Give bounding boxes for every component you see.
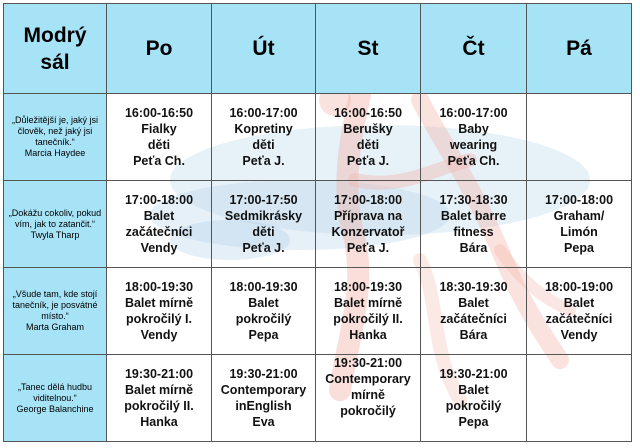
lesson-slot	[316, 181, 421, 268]
lesson-teacher: Hanka	[140, 415, 178, 429]
lesson-slot	[212, 268, 316, 355]
table-row	[4, 181, 632, 268]
quote-cell	[4, 94, 107, 181]
lesson-time: 18:00-19:30	[124, 280, 194, 294]
lesson-slot	[212, 355, 316, 442]
day-header-pa: Pá	[527, 4, 632, 94]
lesson-line: začátečníci	[545, 312, 613, 326]
lesson-line: mírně	[350, 388, 386, 402]
lesson-teacher: Vendy	[140, 241, 178, 255]
quote-author: Marcia Haydee	[24, 148, 86, 158]
lesson-line: Balet	[143, 209, 175, 223]
table-row	[4, 355, 632, 442]
lesson-time: 19:30-21:00	[124, 367, 194, 381]
quote-text: „Tanec dělá hudbu viditelnou.“	[17, 381, 93, 403]
lesson-line: Příprava na	[333, 209, 403, 223]
lesson-time: 16:00-17:00	[229, 106, 298, 120]
lesson-line: Balet	[248, 296, 279, 310]
lesson-slot	[107, 181, 212, 268]
hall-title-line1: Modrý	[23, 23, 87, 47]
day-header-ut: Út	[212, 4, 316, 94]
lesson-line: Baby	[458, 122, 489, 136]
lesson-teacher: Vendy	[560, 328, 598, 342]
lesson-line: Berušky	[343, 122, 393, 136]
lesson-line: Balet	[563, 296, 595, 310]
lesson-slot	[421, 94, 527, 181]
lesson-teacher: Pepa	[248, 328, 279, 342]
quote-cell	[4, 355, 107, 442]
lesson-time: 17:00-18:00	[544, 193, 614, 207]
lesson-teacher: Hanka	[349, 328, 387, 342]
lesson-line: Konzervatoř	[331, 225, 405, 239]
lesson-slot	[421, 355, 527, 442]
lesson-line: pokročilý	[445, 399, 502, 413]
lesson-line: začátečníci	[440, 312, 507, 326]
lesson-time: 17:30-18:30	[439, 193, 508, 207]
lesson-line: inEnglish	[235, 399, 292, 413]
lesson-time: 18:00-19:00	[544, 280, 614, 294]
lesson-line: Balet	[458, 296, 489, 310]
lesson-teacher: Peťa J.	[242, 154, 285, 168]
empty-slot	[527, 94, 632, 181]
lesson-line: děti	[147, 138, 171, 152]
quote-author: Marta Graham	[25, 322, 85, 332]
day-header-st: St	[316, 4, 421, 94]
lesson-time: 19:30-21:00	[333, 356, 403, 370]
lesson-line: Balet	[458, 383, 489, 397]
lesson-line: děti	[252, 225, 275, 239]
hall-title	[4, 4, 107, 94]
quote-cell	[4, 181, 107, 268]
lesson-line: fitness	[453, 225, 494, 239]
table-row	[4, 94, 632, 181]
lesson-time: 17:00-18:00	[124, 193, 194, 207]
lesson-time: 17:00-17:50	[229, 193, 298, 207]
day-header-ct: Čt	[421, 4, 527, 94]
lesson-slot	[316, 355, 421, 442]
lesson-time: 16:00-16:50	[124, 106, 194, 120]
lesson-slot	[527, 268, 632, 355]
lesson-line: pokročilý	[340, 404, 396, 418]
lesson-line: Balet mírně	[124, 383, 194, 397]
lesson-teacher: Peťa J.	[346, 241, 390, 255]
lesson-slot	[421, 181, 527, 268]
quote-text: „Dokážu cokoliv, pokud vím, jak to zatančit.“	[8, 207, 102, 229]
lesson-slot	[107, 355, 212, 442]
lesson-teacher: Vendy	[140, 328, 178, 342]
lesson-time: 19:30-21:00	[439, 367, 508, 381]
lesson-line: Fialky	[141, 122, 177, 136]
hall-title-line2: sál	[40, 50, 70, 74]
lesson-line: Balet barre	[440, 209, 507, 223]
lesson-line: Balet mírně	[124, 296, 194, 310]
lesson-line: pokročilý	[235, 312, 292, 326]
header-row	[4, 4, 632, 94]
lesson-time: 19:30-21:00	[229, 367, 298, 381]
quote-cell	[4, 268, 107, 355]
lesson-slot	[107, 94, 212, 181]
lesson-slot	[107, 268, 212, 355]
lesson-slot	[527, 181, 632, 268]
day-header-po: Po	[107, 4, 212, 94]
lesson-slot	[212, 181, 316, 268]
lesson-teacher: Peťa J.	[346, 154, 390, 168]
lesson-line: děti	[356, 138, 380, 152]
lesson-teacher: Peťa J.	[242, 241, 285, 255]
quote-text: „Důležitější je, jaký jsi člověk, než jaký jsi tanečník.“	[11, 115, 99, 147]
lesson-line: Limón	[560, 225, 598, 239]
lesson-line: Contemporary	[325, 372, 411, 386]
lesson-line: Balet mírně	[333, 296, 403, 310]
lesson-teacher: Bára	[459, 328, 488, 342]
quote-text: „Všude tam, kde stojí tanečník, je posvátné místo.“	[12, 289, 98, 321]
quote-author: George Balanchine	[16, 403, 94, 414]
lesson-time: 17:00-18:00	[333, 193, 403, 207]
lesson-slot	[316, 94, 421, 181]
lesson-time: 18:00-19:30	[229, 280, 298, 294]
lesson-teacher: Peťa Ch.	[133, 154, 185, 168]
lesson-teacher: Bára	[459, 241, 488, 255]
lesson-line: Graham/	[553, 209, 605, 223]
lesson-time: 16:00-16:50	[333, 106, 403, 120]
lesson-line: Kopretiny	[234, 122, 293, 136]
empty-slot	[527, 355, 632, 442]
lesson-line: pokročilý I.	[126, 312, 192, 326]
lesson-time: 18:00-19:30	[333, 280, 403, 294]
table-row	[4, 268, 632, 355]
quote-author: Twyla Tharp	[30, 229, 80, 240]
lesson-line: Contemporary	[220, 383, 307, 397]
schedule-table	[3, 3, 632, 442]
lesson-teacher: Eva	[252, 415, 275, 429]
lesson-line: pokročilý II.	[333, 312, 403, 326]
lesson-time: 18:30-19:30	[439, 280, 508, 294]
lesson-line: Sedmikrásky	[224, 209, 303, 223]
lesson-teacher: Peťa Ch.	[447, 154, 500, 168]
lesson-slot	[316, 268, 421, 355]
lesson-line: wearing	[449, 138, 498, 152]
lesson-slot	[212, 94, 316, 181]
lesson-teacher: Pepa	[458, 415, 489, 429]
lesson-line: děti	[252, 138, 275, 152]
lesson-slot	[421, 268, 527, 355]
lesson-teacher: Pepa	[564, 241, 594, 255]
lesson-time: 16:00-17:00	[439, 106, 508, 120]
lesson-line: začátečníci	[125, 225, 193, 239]
lesson-line: pokročilý II.	[124, 399, 194, 413]
